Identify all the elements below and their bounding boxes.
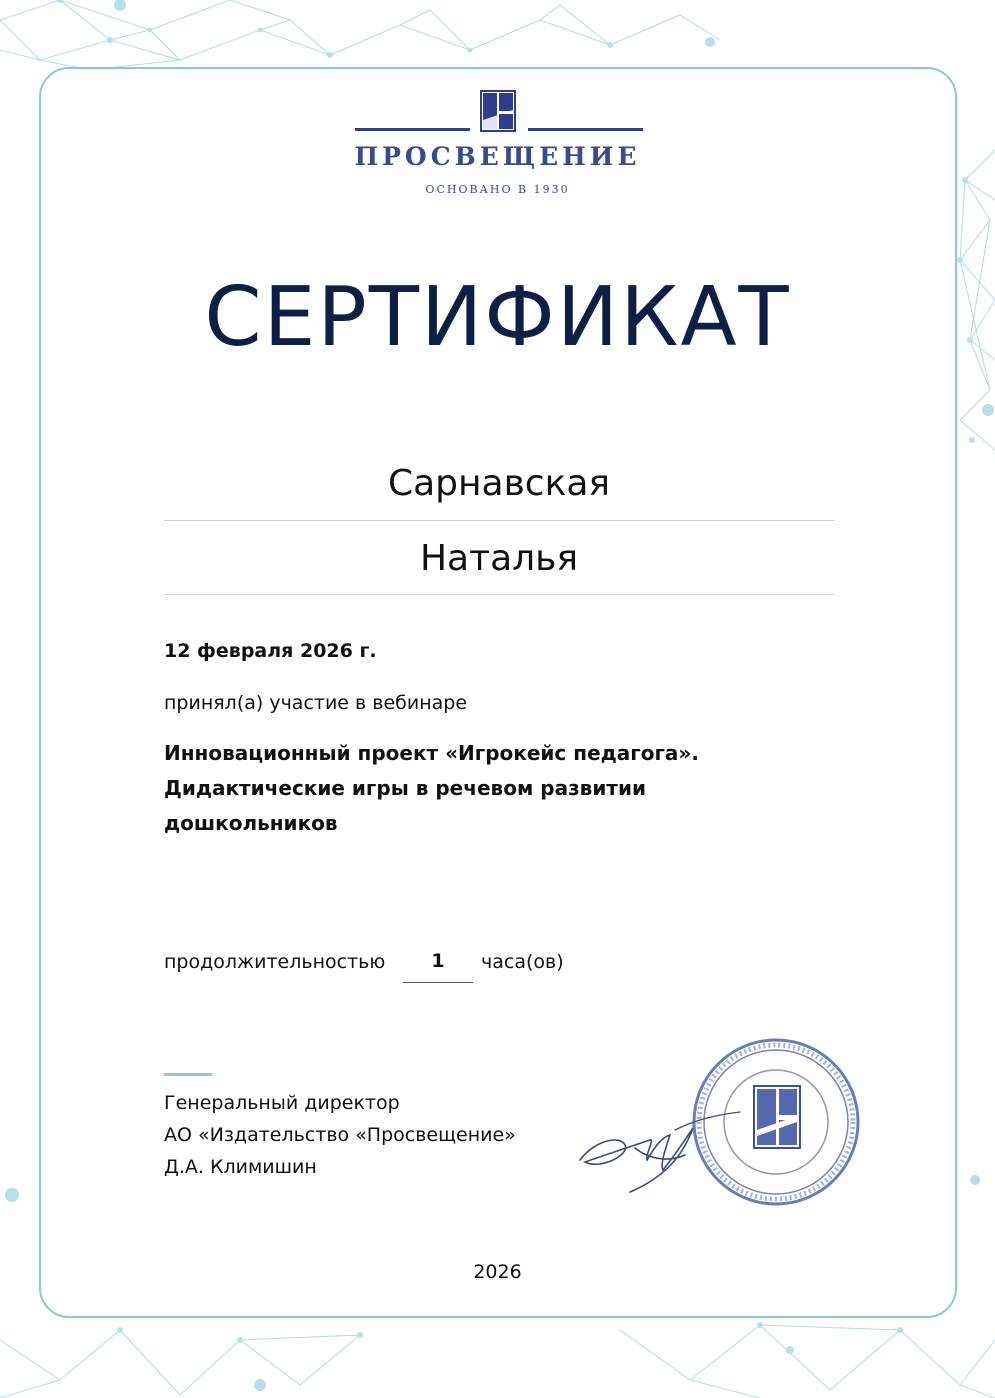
webinar-title: Инновационный проект «Игрокейс педагога». Дидактические игры в речевом развитии дошкольников — [164, 741, 699, 835]
recipient-surname: Сарнавская — [387, 463, 611, 504]
signatory-name: Д.А. Климишин — [164, 1156, 317, 1178]
recipient-first-name: Наталья — [419, 538, 579, 579]
duration-suffix: часа(ов) — [481, 951, 564, 973]
logo-left-line — [355, 128, 470, 131]
director-signature — [575, 1100, 745, 1195]
duration-prefix: продолжительностью — [164, 951, 386, 973]
event-date: 12 февраля 2026 г. — [164, 640, 377, 662]
certificate-title: СЕРТИФИКАТ — [204, 270, 791, 365]
logo-name: ПРОСВЕЩЕНИЕ — [354, 142, 641, 171]
logo-right-line — [528, 128, 643, 131]
hours-underline — [403, 982, 473, 983]
duration-hours: 1 — [431, 950, 445, 972]
first-name-underline — [164, 594, 834, 595]
signatory-position: Генеральный директор — [164, 1092, 400, 1114]
signatory-accent-line — [164, 1073, 212, 1076]
logo-emblem-icon — [480, 90, 516, 136]
signatory-organization: АО «Издательство «Просвещение» — [164, 1124, 516, 1146]
certificate-year: 2026 — [473, 1261, 522, 1283]
logo-subtitle: ОСНОВАНО В 1930 — [425, 183, 570, 196]
surname-underline — [164, 520, 834, 521]
participation-text: принял(а) участие в вебинаре — [164, 692, 468, 714]
